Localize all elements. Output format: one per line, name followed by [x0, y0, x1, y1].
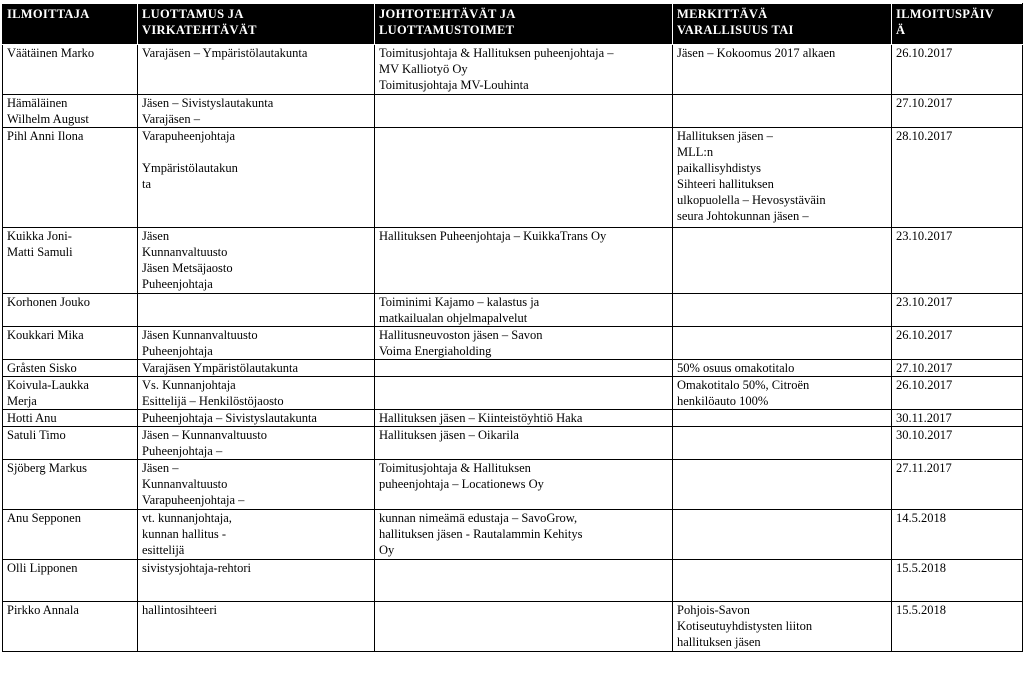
cell-positions: Toimitusjohtaja & Hallituksen puheenjohtaja – Locationews Oy: [375, 460, 673, 510]
table-row: [3, 228, 1023, 294]
cell-roles: Varajäsen Ympäristölautakunta: [138, 360, 375, 377]
cell-date: 14.5.2018: [892, 510, 1023, 560]
cell-assets: Pohjois-Savon Kotiseutuyhdistysten liiton hallituksen jäsen: [673, 602, 892, 652]
declarations-table: [2, 3, 1023, 652]
cell-positions: Toiminimi Kajamo – kalastus ja matkailualan ohjelmapalvelut: [375, 294, 673, 327]
table-row: [3, 294, 1023, 327]
cell-roles: Jäsen – Sivistyslautakunta Varajäsen –: [138, 95, 375, 128]
cell-name: Kuikka Joni- Matti Samuli: [3, 228, 138, 294]
table-row: [3, 360, 1023, 377]
cell-roles: Varapuheenjohtaja Ympäristölautakun ta: [138, 128, 375, 228]
cell-assets: [673, 427, 892, 460]
cell-roles: Jäsen Kunnanvaltuusto Puheenjohtaja: [138, 327, 375, 360]
cell-roles: Jäsen Kunnanvaltuusto Jäsen Metsäjaosto Puheenjohtaja: [138, 228, 375, 294]
cell-date: 23.10.2017: [892, 228, 1023, 294]
table-row: [3, 427, 1023, 460]
cell-positions: Hallituksen jäsen – Oikarila: [375, 427, 673, 460]
header-ilmoituspaiva: ILMOITUSPÄIV Ä: [892, 4, 1023, 45]
cell-name: Hotti Anu: [3, 410, 138, 427]
cell-date: 26.10.2017: [892, 377, 1023, 410]
cell-date: 26.10.2017: [892, 45, 1023, 95]
header-luottamus: LUOTTAMUS JA VIRKATEHTÄVÄT: [138, 4, 375, 45]
cell-name: Pirkko Annala: [3, 602, 138, 652]
cell-date: 28.10.2017: [892, 128, 1023, 228]
cell-date: 15.5.2018: [892, 602, 1023, 652]
cell-positions: [375, 95, 673, 128]
cell-assets: [673, 95, 892, 128]
cell-name: Korhonen Jouko: [3, 294, 138, 327]
cell-positions: Toimitusjohtaja & Hallituksen puheenjohtaja – MV Kalliotyö Oy Toimitusjohtaja MV-Louhinta: [375, 45, 673, 95]
cell-assets: Jäsen – Kokoomus 2017 alkaen: [673, 45, 892, 95]
cell-name: Koivula-Laukka Merja: [3, 377, 138, 410]
header-row: [3, 4, 1023, 45]
table-row: [3, 45, 1023, 95]
cell-date: 27.11.2017: [892, 460, 1023, 510]
cell-date: 26.10.2017: [892, 327, 1023, 360]
cell-positions: Hallitusneuvoston jäsen – Savon Voima Energiaholding: [375, 327, 673, 360]
cell-roles: Jäsen – Kunnanvaltuusto Varapuheenjohtaja –: [138, 460, 375, 510]
table-row: [3, 460, 1023, 510]
cell-positions: [375, 360, 673, 377]
cell-roles: hallintosihteeri: [138, 602, 375, 652]
table-row: [3, 602, 1023, 652]
cell-assets: [673, 560, 892, 602]
table-row: [3, 95, 1023, 128]
cell-name: Satuli Timo: [3, 427, 138, 460]
cell-assets: [673, 410, 892, 427]
cell-positions: [375, 560, 673, 602]
cell-positions: Hallituksen jäsen – Kiinteistöyhtiö Haka: [375, 410, 673, 427]
cell-date: 15.5.2018: [892, 560, 1023, 602]
cell-assets: [673, 327, 892, 360]
cell-assets: [673, 228, 892, 294]
cell-assets: [673, 460, 892, 510]
cell-name: Pihl Anni Ilona: [3, 128, 138, 228]
header-johtotehtavat: JOHTOTEHTÄVÄT JA LUOTTAMUSTOIMET: [375, 4, 673, 45]
cell-roles: [138, 294, 375, 327]
cell-assets: 50% osuus omakotitalo: [673, 360, 892, 377]
cell-positions: [375, 377, 673, 410]
cell-date: 23.10.2017: [892, 294, 1023, 327]
table-row: [3, 128, 1023, 228]
cell-roles: vt. kunnanjohtaja, kunnan hallitus - esittelijä: [138, 510, 375, 560]
cell-date: 30.10.2017: [892, 427, 1023, 460]
cell-assets: Hallituksen jäsen – MLL:n paikallisyhdistys Sihteeri hallituksen ulkopuolella – Hevosystäväin seura Johtokunnan jäsen –: [673, 128, 892, 228]
cell-name: Koukkari Mika: [3, 327, 138, 360]
header-ilmoittaja: ILMOITTAJA: [3, 4, 138, 45]
cell-name: Gråsten Sisko: [3, 360, 138, 377]
cell-roles: Vs. Kunnanjohtaja Esittelijä – Henkilöstöjaosto: [138, 377, 375, 410]
cell-date: 27.10.2017: [892, 95, 1023, 128]
cell-positions: [375, 128, 673, 228]
cell-date: 27.10.2017: [892, 360, 1023, 377]
table-row: [3, 410, 1023, 427]
table-row: [3, 377, 1023, 410]
cell-positions: Hallituksen Puheenjohtaja – KuikkaTrans Oy: [375, 228, 673, 294]
cell-positions: kunnan nimeämä edustaja – SavoGrow, hallituksen jäsen - Rautalammin Kehitys Oy: [375, 510, 673, 560]
cell-roles: Jäsen – Kunnanvaltuusto Puheenjohtaja –: [138, 427, 375, 460]
cell-assets: Omakotitalo 50%, Citroën henkilöauto 100%: [673, 377, 892, 410]
table-row: [3, 510, 1023, 560]
cell-positions: [375, 602, 673, 652]
cell-name: Hämäläinen Wilhelm August: [3, 95, 138, 128]
header-varallisuus: MERKITTÄVÄ VARALLISUUS TAI: [673, 4, 892, 45]
cell-name: Olli Lipponen: [3, 560, 138, 602]
cell-date: 30.11.2017: [892, 410, 1023, 427]
table-row: [3, 560, 1023, 602]
table-row: [3, 327, 1023, 360]
cell-name: Sjöberg Markus: [3, 460, 138, 510]
cell-roles: sivistysjohtaja-rehtori: [138, 560, 375, 602]
cell-roles: Varajäsen – Ympäristölautakunta: [138, 45, 375, 95]
cell-name: Anu Sepponen: [3, 510, 138, 560]
cell-assets: [673, 510, 892, 560]
cell-name: Väätäinen Marko: [3, 45, 138, 95]
cell-assets: [673, 294, 892, 327]
cell-roles: Puheenjohtaja – Sivistyslautakunta: [138, 410, 375, 427]
